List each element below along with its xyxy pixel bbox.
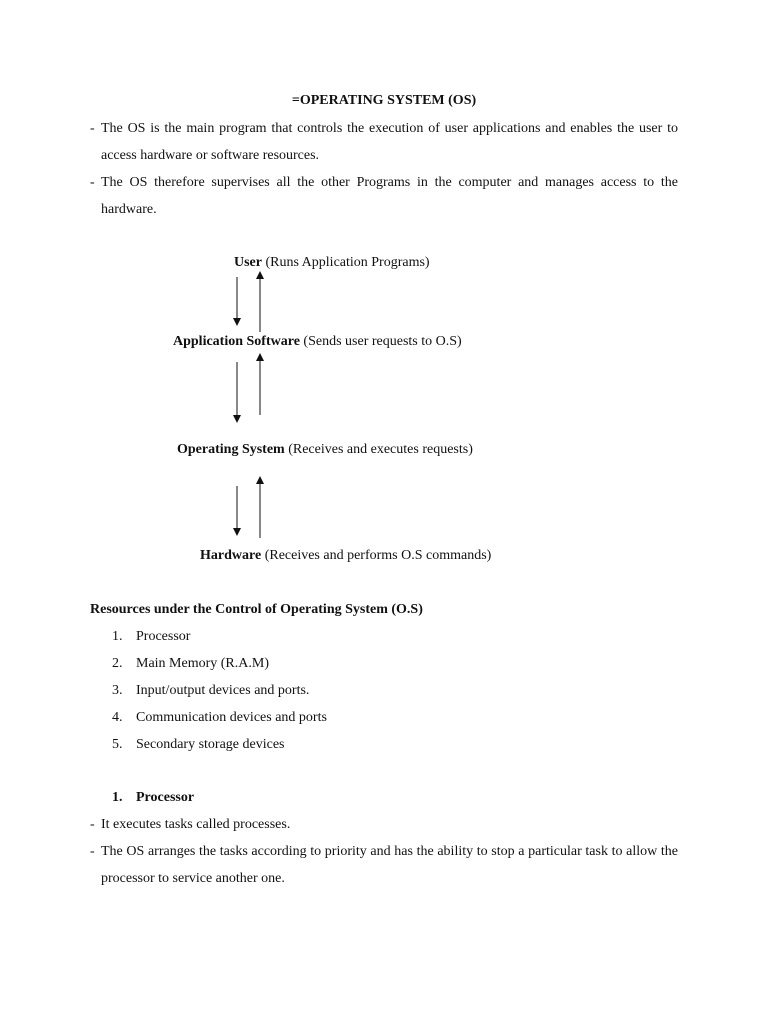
list-text: Communication devices and ports — [136, 710, 327, 725]
bullet-dash: - — [90, 175, 95, 190]
layer-desc: (Receives and executes requests) — [284, 442, 473, 457]
list-item — [112, 629, 190, 645]
list-text: Processor — [136, 629, 191, 644]
layer-desc: (Runs Application Programs) — [262, 255, 430, 270]
list-item — [112, 710, 327, 726]
layer-desc: (Receives and performs O.S commands) — [261, 548, 492, 563]
layer-name: User — [234, 255, 262, 270]
layer-desc: (Sends user requests to O.S) — [299, 334, 462, 349]
list-item — [112, 737, 285, 753]
page-title: =OPERATING SYSTEM (OS) — [291, 93, 477, 108]
processor-bullet-text: The OS arranges the tasks according to priority and has the ability to stop a particular task to allow the processor to service another one. — [101, 844, 678, 886]
layer-name: Operating System — [177, 442, 285, 457]
intro-bullet-text: The OS therefore supervises all the other Programs in the computer and manages access to the hardware. — [101, 175, 678, 217]
processor-heading — [112, 790, 194, 806]
list-number: 4. — [112, 710, 123, 725]
list-number: 5. — [112, 737, 123, 752]
list-item — [112, 656, 269, 672]
processor-bullet-1 — [90, 811, 678, 838]
section-number: 1. — [112, 790, 123, 805]
processor-bullet-2 — [90, 838, 678, 892]
bullet-dash: - — [90, 121, 95, 136]
list-number: 3. — [112, 683, 123, 698]
layer-name: Hardware — [200, 548, 262, 563]
layer-name: Application Software — [173, 334, 300, 349]
list-text: Main Memory (R.A.M) — [136, 656, 269, 671]
resources-heading: Resources under the Control of Operating System (O.S) — [90, 602, 423, 617]
list-item — [112, 683, 309, 699]
list-number: 1. — [112, 629, 123, 644]
bullet-dash: - — [90, 844, 95, 859]
processor-bullet-text: It executes tasks called processes. — [101, 817, 291, 832]
intro-bullet-text: The OS is the main program that controls the execution of user applications and enables the user to access hardware or software resources. — [101, 121, 678, 163]
list-text: Secondary storage devices — [136, 737, 285, 752]
list-text: Input/output devices and ports. — [136, 683, 310, 698]
list-number: 2. — [112, 656, 123, 671]
section-title: Processor — [136, 790, 195, 805]
bullet-dash: - — [90, 817, 95, 832]
